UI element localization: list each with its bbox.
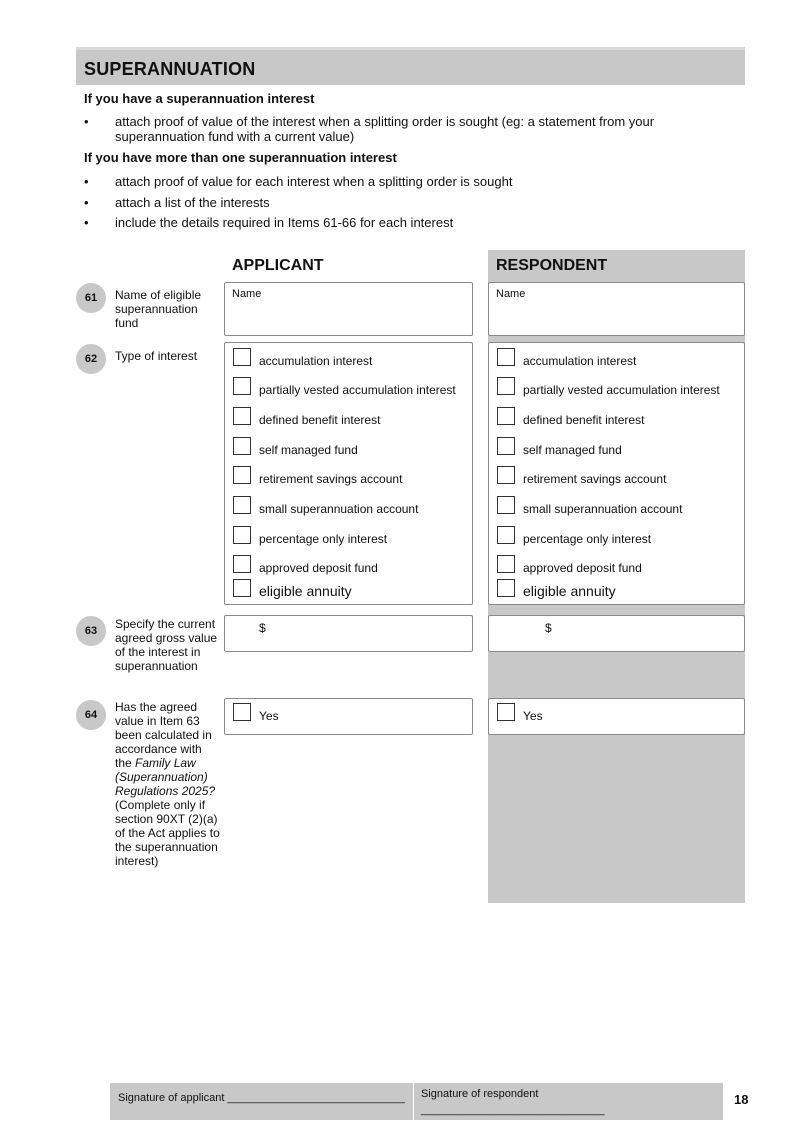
item-number-64: 64 [76,700,106,730]
respondent-value-field[interactable] [488,615,745,652]
item-62-label: Type of interest [115,349,198,363]
checkbox[interactable] [233,579,251,597]
checkbox[interactable] [233,555,251,573]
item-63-label: Specify the current agreed gross value of the interest in superannuation [115,617,218,673]
applicant-signature[interactable]: Signature of applicant _____________________________ [118,1092,405,1104]
checkbox[interactable] [233,703,251,721]
checkbox[interactable] [497,348,515,366]
divider [413,1083,414,1120]
applicant-value-field[interactable] [224,615,473,652]
checkbox[interactable] [497,496,515,514]
multiple-interest-heading: If you have more than one superannuation interest [84,150,397,165]
applicant-interest-type-group: accumulation interest partially vested accumulation interest defined benefit interest self managed fund retirement savings account small superannuation account percentage only interest approved deposit fund eligible annuity [224,342,473,605]
field-label: Name [496,288,526,300]
item-number-62: 62 [76,344,106,374]
checkbox[interactable] [233,496,251,514]
checkbox[interactable] [233,407,251,425]
checkbox[interactable] [497,555,515,573]
checkbox[interactable] [233,437,251,455]
checkbox[interactable] [497,703,515,721]
checkbox[interactable] [497,579,515,597]
applicant-column-header: APPLICANT [232,257,324,274]
checkbox[interactable] [497,407,515,425]
item-number-63: 63 [76,616,106,646]
checkbox[interactable] [497,377,515,395]
respondent-column-header: RESPONDENT [488,250,745,282]
currency-symbol: $ [259,621,266,635]
page-number: 18 [734,1092,749,1107]
section-title: SUPERANNUATION [84,59,256,79]
item-64-label: Has the agreed value in Item 63 been calculated in accordance with the Family Law (Superannuation) Regulations 2025? (Complete only if section 90XT (2)(a) of the Act applies to the superannuation interest) [115,700,220,868]
checkbox[interactable] [233,526,251,544]
field-label: Name [232,288,262,300]
checkbox[interactable] [497,437,515,455]
applicant-calculated-field: Yes [224,698,473,735]
checkbox[interactable] [497,526,515,544]
checkbox[interactable] [497,466,515,484]
item-number-61: 61 [76,283,106,313]
section-header [76,47,745,85]
respondent-fund-name-field[interactable] [488,282,745,336]
item-61-label: Name of eligible superannuation fund [115,288,202,330]
respondent-signature[interactable]: Signature of respondent ______________________________ [421,1088,605,1116]
currency-symbol: $ [545,621,552,635]
signature-bar [110,1083,723,1120]
checkbox[interactable] [233,377,251,395]
single-interest-heading: If you have a superannuation interest [84,91,315,106]
respondent-interest-type-group: accumulation interest partially vested accumulation interest defined benefit interest self managed fund retirement savings account small superannuation account percentage only interest approved deposit fund eligible annuity [488,342,745,605]
checkbox[interactable] [233,466,251,484]
checkbox[interactable] [233,348,251,366]
respondent-calculated-field: Yes [488,698,745,735]
applicant-fund-name-field[interactable] [224,282,473,336]
